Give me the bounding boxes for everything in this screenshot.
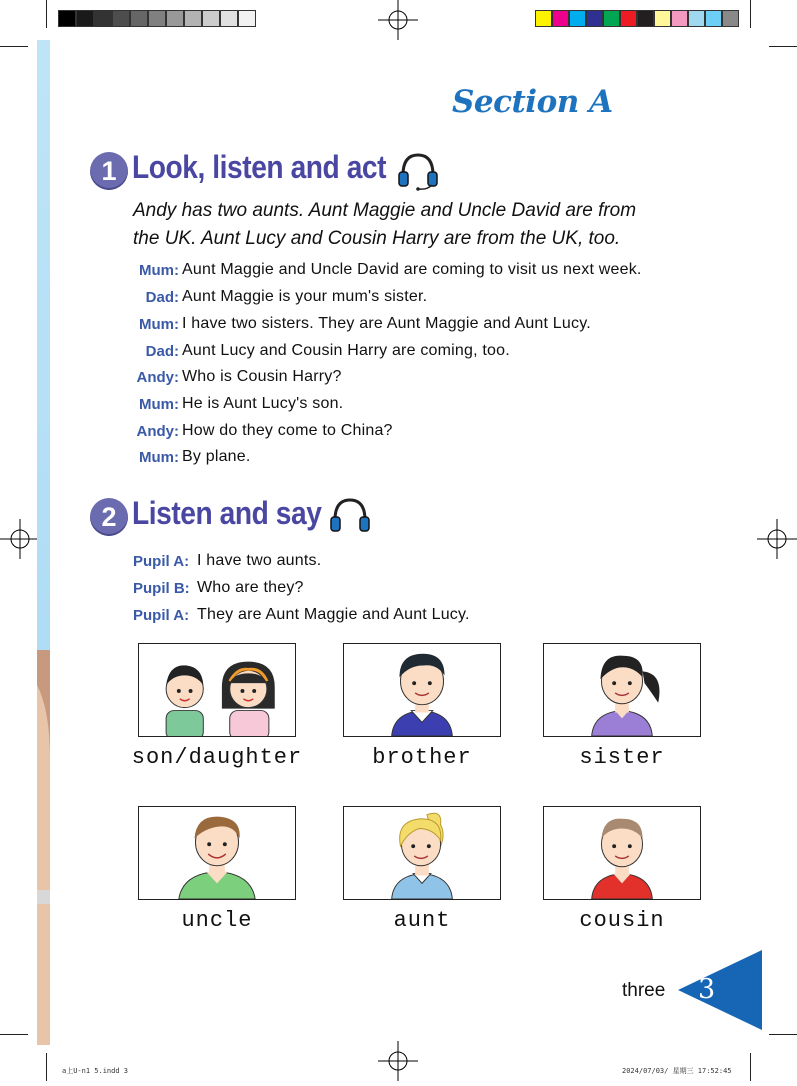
caption-cousin: cousin <box>579 908 665 933</box>
headset-icon[interactable] <box>329 496 371 541</box>
file-info: a上U-n1 5.indd 3 <box>62 1067 129 1075</box>
registration-mark-icon <box>757 519 797 559</box>
page-number-word: three <box>622 980 666 1001</box>
dialogue-line: Who is Cousin Harry? <box>182 368 342 385</box>
caption-brother: brother <box>372 745 472 770</box>
picture-aunt <box>343 806 501 900</box>
part2-heading: Listen and say <box>132 495 322 531</box>
part1-heading: Look, listen and act <box>132 149 387 185</box>
part-number-badge: 1 <box>90 152 128 190</box>
caption-sister: sister <box>579 745 665 770</box>
picture-brother <box>343 643 501 737</box>
picture-cousin <box>543 806 701 900</box>
dialogue-line: I have two aunts. <box>197 552 322 569</box>
speaker-label: Pupil A: <box>133 607 190 624</box>
dialogue-line: Aunt Maggie is your mum's sister. <box>182 288 428 305</box>
speaker-label: Dad: <box>145 343 179 360</box>
dialogue-line: Aunt Lucy and Cousin Harry are coming, too. <box>182 342 510 359</box>
caption-aunt: aunt <box>393 908 451 933</box>
speaker-label: Pupil A: <box>133 553 190 570</box>
dialogue-line: Aunt Maggie and Uncle David are coming to visit us next week. <box>182 261 642 278</box>
section-title: Section A <box>452 84 613 120</box>
speaker-label: Dad: <box>145 289 179 306</box>
registration-mark-icon <box>0 519 40 559</box>
intro-line-1: Andy has two aunts. Aunt Maggie and Uncle David are from <box>133 200 637 221</box>
dialogue-line: How do they come to China? <box>182 422 393 439</box>
registration-mark-icon <box>378 1041 418 1081</box>
page-number: 3 <box>698 974 716 1005</box>
part1-intro <box>133 197 693 253</box>
speaker-label: Mum: <box>139 449 179 466</box>
page-number-tab <box>678 950 762 1030</box>
speaker-label: Andy: <box>136 369 179 386</box>
speaker-label: Andy: <box>136 423 179 440</box>
picture-son-daughter <box>138 643 296 737</box>
picture-sister <box>543 643 701 737</box>
page-edge-illustration <box>37 650 50 1045</box>
picture-uncle <box>138 806 296 900</box>
registration-mark-icon <box>378 0 418 40</box>
dialogue-line: They are Aunt Maggie and Aunt Lucy. <box>197 606 470 623</box>
headset-icon[interactable] <box>397 151 439 196</box>
speaker-label: Mum: <box>139 262 179 279</box>
dialogue-line: I have two sisters. They are Aunt Maggie and Aunt Lucy. <box>182 315 591 332</box>
dialogue-line: He is Aunt Lucy's son. <box>182 395 344 412</box>
caption-uncle: uncle <box>181 908 253 933</box>
speaker-label: Mum: <box>139 396 179 413</box>
caption-son-daughter: son/daughter <box>131 745 303 770</box>
date-info: 2024/07/03/ 星期三 17:52:45 <box>622 1067 732 1075</box>
intro-line-2: the UK. Aunt Lucy and Cousin Harry are from the UK, too. <box>133 228 621 249</box>
dialogue-line: By plane. <box>182 448 251 465</box>
part-number-badge: 2 <box>90 498 128 536</box>
dialogue-line: Who are they? <box>197 579 304 596</box>
speaker-label: Pupil B: <box>133 580 190 597</box>
speaker-label: Mum: <box>139 316 179 333</box>
